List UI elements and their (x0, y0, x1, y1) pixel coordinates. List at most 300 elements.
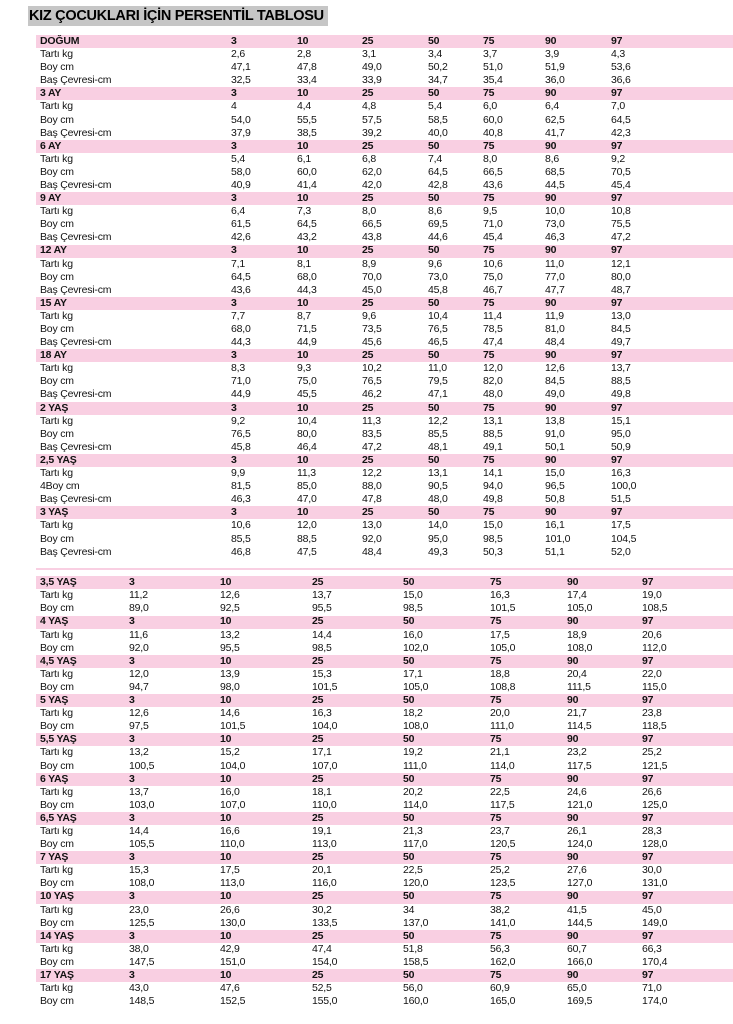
percentile-header: 10 (220, 890, 232, 903)
section-header-row (36, 245, 733, 258)
value-cell: 75,0 (483, 270, 503, 283)
value-cell: 45,8 (428, 283, 448, 296)
value-cell: 58,5 (428, 113, 448, 126)
value-cell: 8,0 (483, 152, 497, 165)
value-cell: 42,8 (428, 178, 448, 191)
data-row (36, 668, 733, 681)
measure-label: Boy cm (40, 877, 74, 890)
value-cell: 47,2 (611, 231, 631, 244)
percentile-header: 75 (490, 851, 502, 864)
value-cell: 45,8 (231, 440, 251, 453)
percentile-header: 10 (220, 654, 232, 667)
value-cell: 51,9 (545, 61, 565, 74)
value-cell: 77,0 (545, 270, 565, 283)
value-cell: 110,0 (220, 838, 245, 851)
value-cell: 133,5 (312, 916, 338, 929)
measure-label: Baş Çevresi-cm (40, 440, 112, 453)
value-cell: 76,5 (428, 323, 448, 336)
percentile-header: 97 (642, 811, 654, 824)
value-cell: 45,5 (297, 388, 317, 401)
value-cell: 80,0 (611, 270, 631, 283)
value-cell: 19,0 (642, 589, 662, 602)
value-cell: 46,2 (362, 388, 382, 401)
value-cell: 105,0 (490, 641, 516, 654)
value-cell: 50,9 (611, 440, 631, 453)
value-cell: 60,7 (567, 942, 587, 955)
percentile-header: 10 (220, 929, 232, 942)
data-row (36, 258, 733, 271)
percentile-header: 50 (403, 890, 415, 903)
age-label: 5,5 YAŞ (40, 733, 77, 746)
value-cell: 96,5 (545, 480, 565, 493)
percentile-header: 50 (428, 506, 440, 519)
value-cell: 12,6 (129, 707, 149, 720)
value-cell: 56,0 (403, 982, 423, 995)
percentile-header: 75 (483, 244, 495, 257)
age-label: 17 YAŞ (40, 969, 74, 982)
value-cell: 85,5 (231, 532, 251, 545)
value-cell: 84,5 (545, 375, 565, 388)
percentile-header: 3 (129, 615, 135, 628)
data-row (36, 48, 733, 61)
value-cell: 46,3 (231, 493, 251, 506)
percentile-header: 25 (312, 969, 324, 982)
value-cell: 19,1 (312, 824, 332, 837)
value-cell: 20,4 (567, 667, 587, 680)
data-row (36, 428, 733, 441)
percentile-header: 25 (362, 453, 374, 466)
data-row (36, 218, 733, 231)
value-cell: 11,2 (129, 589, 148, 602)
value-cell: 118,5 (642, 720, 667, 733)
value-cell: 21,3 (403, 824, 423, 837)
percentile-header: 75 (483, 506, 495, 519)
value-cell: 66,3 (642, 942, 662, 955)
value-cell: 151,0 (220, 955, 246, 968)
value-cell: 41,7 (545, 126, 565, 139)
percentile-header: 10 (220, 615, 232, 628)
data-row (36, 519, 733, 532)
percentile-header: 97 (611, 349, 623, 362)
percentile-header: 97 (611, 296, 623, 309)
value-cell: 50,8 (545, 493, 565, 506)
percentile-header: 3 (231, 244, 237, 257)
value-cell: 6,4 (231, 205, 245, 218)
percentile-header: 3 (231, 506, 237, 519)
percentile-header: 97 (642, 733, 654, 746)
percentile-header: 10 (297, 401, 309, 414)
measure-label: Boy cm (40, 759, 74, 772)
percentile-table-3y5-to-17y (36, 576, 733, 1008)
value-cell: 16,6 (220, 824, 240, 837)
percentile-header: 3 (231, 139, 237, 152)
percentile-header: 75 (490, 929, 502, 942)
measure-label: Tartı kg (40, 707, 73, 720)
percentile-header: 50 (428, 87, 440, 100)
percentile-header: 25 (362, 401, 374, 414)
measure-label: Boy cm (40, 798, 74, 811)
value-cell: 47,0 (297, 493, 317, 506)
value-cell: 98,5 (483, 532, 503, 545)
value-cell: 46,3 (545, 231, 565, 244)
percentile-header: 90 (545, 349, 557, 362)
value-cell: 60,0 (483, 113, 503, 126)
value-cell: 15,2 (220, 746, 240, 759)
percentile-header: 97 (611, 244, 623, 257)
data-row (36, 707, 733, 720)
value-cell: 69,5 (428, 218, 448, 231)
percentile-header: 10 (297, 87, 309, 100)
percentile-header: 50 (403, 654, 415, 667)
value-cell: 64,5 (297, 218, 317, 231)
value-cell: 11,0 (545, 257, 564, 270)
value-cell: 120,0 (403, 877, 429, 890)
data-row (36, 441, 733, 454)
age-label: 12 AY (40, 244, 67, 257)
measure-label: Tartı kg (40, 414, 73, 427)
value-cell: 100,0 (611, 480, 637, 493)
data-row (36, 533, 733, 546)
age-label: 2,5 YAŞ (40, 453, 77, 466)
percentile-header: 10 (297, 34, 309, 47)
measure-label: 4Boy cm (40, 480, 80, 493)
value-cell: 48,4 (362, 545, 382, 558)
value-cell: 7,4 (428, 152, 442, 165)
value-cell: 8,9 (362, 257, 376, 270)
value-cell: 104,5 (611, 532, 637, 545)
value-cell: 62,5 (545, 113, 565, 126)
section-header-row (36, 969, 733, 982)
value-cell: 17,5 (220, 864, 240, 877)
value-cell: 113,0 (312, 838, 337, 851)
value-cell: 12,2 (428, 414, 448, 427)
value-cell: 125,5 (129, 916, 155, 929)
value-cell: 81,0 (545, 323, 565, 336)
age-label: 3,5 YAŞ (40, 576, 77, 589)
measure-label: Boy cm (40, 532, 74, 545)
percentile-header: 75 (490, 811, 502, 824)
value-cell: 8,6 (428, 205, 442, 218)
percentile-header: 3 (231, 401, 237, 414)
measure-label: Tartı kg (40, 589, 73, 602)
value-cell: 9,9 (231, 467, 245, 480)
measure-label: Baş Çevresi-cm (40, 126, 112, 139)
percentile-header: 50 (403, 615, 415, 628)
value-cell: 7,7 (231, 309, 245, 322)
value-cell: 34 (403, 903, 415, 916)
data-row (36, 166, 733, 179)
measure-label: Boy cm (40, 680, 74, 693)
measure-label: Boy cm (40, 427, 74, 440)
percentile-header: 3 (129, 772, 135, 785)
value-cell: 19,2 (403, 746, 423, 759)
value-cell: 18,1 (312, 785, 332, 798)
percentile-header: 25 (312, 733, 324, 746)
value-cell: 48,4 (545, 336, 565, 349)
value-cell: 22,5 (403, 864, 423, 877)
value-cell: 131,0 (642, 877, 668, 890)
value-cell: 6,4 (545, 100, 559, 113)
value-cell: 89,0 (129, 602, 149, 615)
value-cell: 42,0 (362, 178, 382, 191)
percentile-header: 75 (490, 733, 502, 746)
value-cell: 114,0 (403, 798, 428, 811)
percentile-header: 10 (220, 811, 232, 824)
value-cell: 108,0 (567, 641, 593, 654)
data-row (36, 956, 733, 969)
value-cell: 60,9 (490, 982, 510, 995)
value-cell: 7,0 (611, 100, 625, 113)
value-cell: 18,9 (567, 628, 587, 641)
data-row (36, 480, 733, 493)
value-cell: 94,7 (129, 680, 149, 693)
value-cell: 92,0 (362, 532, 382, 545)
percentile-header: 3 (231, 349, 237, 362)
value-cell: 5,4 (428, 100, 442, 113)
value-cell: 40,8 (483, 126, 503, 139)
value-cell: 101,5 (312, 680, 338, 693)
value-cell: 66,5 (362, 218, 382, 231)
value-cell: 103,0 (129, 798, 155, 811)
section-header-row (36, 773, 733, 786)
value-cell: 22,5 (490, 785, 510, 798)
age-label: 15 AY (40, 296, 67, 309)
value-cell: 101,5 (220, 720, 246, 733)
data-row (36, 995, 733, 1008)
data-row (36, 681, 733, 694)
percentile-header: 97 (611, 87, 623, 100)
value-cell: 48,1 (428, 440, 448, 453)
value-cell: 4,3 (611, 48, 625, 61)
value-cell: 27,6 (567, 864, 587, 877)
data-row (36, 467, 733, 480)
measure-label: Boy cm (40, 720, 74, 733)
percentile-header: 90 (567, 929, 579, 942)
value-cell: 35,4 (483, 74, 503, 87)
data-row (36, 799, 733, 812)
percentile-header: 10 (220, 733, 232, 746)
value-cell: 9,3 (297, 362, 311, 375)
measure-label: Boy cm (40, 602, 74, 615)
value-cell: 141,0 (490, 916, 516, 929)
value-cell: 10,8 (611, 205, 631, 218)
measure-label: Boy cm (40, 218, 74, 231)
value-cell: 16,3 (490, 589, 510, 602)
value-cell: 61,5 (231, 218, 251, 231)
value-cell: 55,5 (297, 113, 317, 126)
value-cell: 4,8 (362, 100, 376, 113)
age-label: 6 AY (40, 139, 62, 152)
value-cell: 47,4 (312, 942, 332, 955)
section-header-row (36, 694, 733, 707)
measure-label: Baş Çevresi-cm (40, 74, 112, 87)
value-cell: 9,2 (611, 152, 625, 165)
value-cell: 48,0 (428, 493, 448, 506)
measure-label: Tartı kg (40, 982, 73, 995)
percentile-header: 90 (545, 296, 557, 309)
percentile-header: 25 (312, 576, 324, 589)
value-cell: 7,3 (297, 205, 311, 218)
value-cell: 51,8 (403, 942, 423, 955)
measure-label: Tartı kg (40, 667, 73, 680)
value-cell: 6,0 (483, 100, 497, 113)
percentile-header: 97 (642, 694, 654, 707)
measure-label: Tartı kg (40, 309, 73, 322)
value-cell: 45,6 (362, 336, 382, 349)
value-cell: 3,7 (483, 48, 497, 61)
value-cell: 88,0 (362, 480, 382, 493)
value-cell: 88,5 (611, 375, 631, 388)
value-cell: 152,5 (220, 995, 246, 1008)
value-cell: 12,2 (362, 467, 382, 480)
value-cell: 154,0 (312, 955, 338, 968)
section-header-row (36, 616, 733, 629)
data-row (36, 336, 733, 349)
percentile-header: 25 (362, 244, 374, 257)
measure-label: Tartı kg (40, 362, 73, 375)
percentile-header: 90 (567, 772, 579, 785)
value-cell: 46,7 (483, 283, 503, 296)
value-cell: 117,5 (567, 759, 592, 772)
data-row (36, 982, 733, 995)
value-cell: 26,1 (567, 824, 587, 837)
percentile-table-birth-to-3y (36, 35, 733, 559)
value-cell: 95,0 (611, 427, 631, 440)
value-cell: 70,5 (611, 165, 631, 178)
measure-label: Boy cm (40, 916, 74, 929)
value-cell: 45,0 (642, 903, 662, 916)
value-cell: 20,2 (403, 785, 423, 798)
value-cell: 107,0 (220, 798, 246, 811)
value-cell: 20,1 (312, 864, 332, 877)
data-row (36, 284, 733, 297)
percentile-header: 10 (297, 192, 309, 205)
value-cell: 17,5 (490, 628, 510, 641)
value-cell: 10,4 (428, 309, 448, 322)
percentile-header: 97 (611, 401, 623, 414)
value-cell: 23,7 (490, 824, 510, 837)
value-cell: 17,5 (611, 519, 631, 532)
percentile-header: 25 (312, 772, 324, 785)
value-cell: 23,0 (129, 903, 149, 916)
percentile-header: 75 (483, 87, 495, 100)
value-cell: 12,6 (545, 362, 565, 375)
value-cell: 85,0 (297, 480, 317, 493)
value-cell: 66,5 (483, 165, 503, 178)
value-cell: 10,6 (483, 257, 503, 270)
value-cell: 95,5 (312, 602, 332, 615)
value-cell: 75,5 (611, 218, 631, 231)
value-cell: 68,0 (297, 270, 317, 283)
percentile-header: 10 (220, 851, 232, 864)
value-cell: 33,4 (297, 74, 317, 87)
age-label: 18 AY (40, 349, 67, 362)
value-cell: 44,9 (297, 336, 317, 349)
data-row (36, 74, 733, 87)
value-cell: 8,7 (297, 309, 311, 322)
measure-label: Tartı kg (40, 205, 73, 218)
data-row (36, 153, 733, 166)
value-cell: 17,1 (312, 746, 332, 759)
value-cell: 174,0 (642, 995, 668, 1008)
percentile-header: 90 (567, 851, 579, 864)
data-row (36, 271, 733, 284)
value-cell: 34,7 (428, 74, 448, 87)
value-cell: 16,0 (220, 785, 240, 798)
data-row (36, 375, 733, 388)
age-label: 10 YAŞ (40, 890, 74, 903)
data-row (36, 389, 733, 402)
measure-label: Tartı kg (40, 824, 73, 837)
age-label: 4 YAŞ (40, 615, 69, 628)
value-cell: 14,4 (312, 628, 332, 641)
percentile-header: 25 (312, 811, 324, 824)
value-cell: 11,3 (297, 467, 316, 480)
data-row (36, 642, 733, 655)
page-title: KIZ ÇOCUKLARI İÇİN PERSENTİL TABLOSU (28, 6, 328, 26)
data-row (36, 493, 733, 506)
value-cell: 15,0 (545, 467, 565, 480)
value-cell: 26,6 (642, 785, 662, 798)
measure-label: Tartı kg (40, 100, 73, 113)
value-cell: 22,0 (642, 667, 662, 680)
value-cell: 8,6 (545, 152, 559, 165)
value-cell: 97,5 (129, 720, 149, 733)
measure-label: Boy cm (40, 995, 74, 1008)
value-cell: 21,1 (490, 746, 510, 759)
section-header-row (36, 930, 733, 943)
value-cell: 12,0 (129, 667, 149, 680)
percentile-header: 50 (403, 772, 415, 785)
value-cell: 14,6 (220, 707, 240, 720)
value-cell: 117,0 (403, 838, 428, 851)
section-header-row (36, 35, 733, 48)
value-cell: 3,1 (362, 48, 376, 61)
measure-label: Boy cm (40, 375, 74, 388)
percentile-header: 50 (428, 296, 440, 309)
value-cell: 13,2 (129, 746, 149, 759)
data-row (36, 231, 733, 244)
value-cell: 46,4 (297, 440, 317, 453)
percentile-header: 75 (483, 192, 495, 205)
value-cell: 104,0 (220, 759, 246, 772)
percentile-header: 50 (403, 811, 415, 824)
percentile-header: 75 (483, 349, 495, 362)
value-cell: 47,4 (483, 336, 503, 349)
section-header-row (36, 506, 733, 519)
value-cell: 24,6 (567, 785, 587, 798)
value-cell: 75,0 (297, 375, 317, 388)
percentile-header: 50 (428, 453, 440, 466)
value-cell: 12,0 (483, 362, 503, 375)
data-row (36, 205, 733, 218)
value-cell: 116,0 (312, 877, 337, 890)
percentile-header: 25 (362, 192, 374, 205)
value-cell: 38,2 (490, 903, 510, 916)
value-cell: 30,2 (312, 903, 332, 916)
value-cell: 44,6 (428, 231, 448, 244)
percentile-header: 50 (403, 576, 415, 589)
percentile-header: 90 (567, 969, 579, 982)
value-cell: 73,0 (428, 270, 448, 283)
value-cell: 17,4 (567, 589, 587, 602)
value-cell: 48,7 (611, 283, 631, 296)
value-cell: 4,4 (297, 100, 311, 113)
data-row (36, 114, 733, 127)
percentile-header: 90 (567, 694, 579, 707)
data-row (36, 943, 733, 956)
value-cell: 49,3 (428, 545, 448, 558)
